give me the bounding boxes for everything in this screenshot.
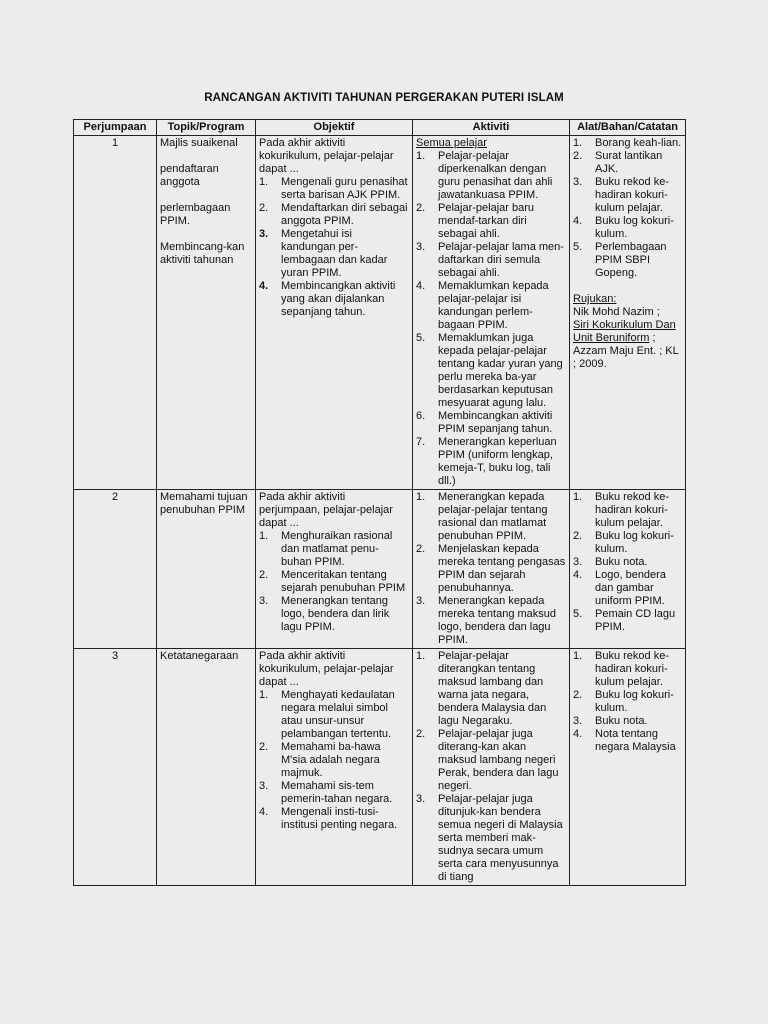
row-number: 1	[74, 136, 157, 490]
activity-list	[416, 150, 566, 488]
reference-source	[573, 319, 682, 371]
list-item: 3. Pelajar-pelajar lama men-daftarkan diri semula sebagai ahli.	[416, 241, 564, 279]
list-item: 5. Pemain CD lagu PPIM.	[573, 608, 676, 633]
materials-cell	[570, 136, 686, 490]
objective-cell	[256, 649, 413, 886]
list-item: 2. Menjelaskan kepada mereka tentang pengasas PPIM dan sejarah penubuhannya.	[416, 543, 566, 594]
objective-list	[259, 689, 409, 832]
reference-title: Siri Kokurikulum Dan Unit Beruniform	[573, 319, 676, 344]
row-number: 2	[74, 490, 157, 649]
list-item: 1. Menerangkan kepada pelajar-pelajar tentang rasional dan matlamat penubuhan PPIM.	[416, 491, 548, 542]
list-item: 2. Pelajar-pelajar juga diterang-kan akan maksud lambang negeri Perak, bendera dan lagu negeri.	[416, 728, 559, 792]
materials-cell	[570, 490, 686, 649]
objective-intro: Pada akhir aktiviti kokurikulum, pelajar-pelajar dapat ...	[259, 137, 394, 175]
list-item: 4. Buku log kokuri-kulum.	[573, 215, 674, 240]
list-item: 1. Menghuraikan rasional dan matlamat penu-buhan PPIM.	[259, 530, 393, 568]
activity-cell	[413, 490, 570, 649]
topic-cell: Memahami tujuan penubuhan PPIM	[157, 490, 256, 649]
list-item: 4. Membincangkan aktiviti yang akan dijalankan sepanjang tahun.	[259, 280, 396, 318]
activity-cell	[413, 649, 570, 886]
objective-list	[259, 530, 409, 634]
list-item: 1. Buku rekod ke-hadiran kokuri-kulum pelajar.	[573, 650, 669, 688]
list-item: 1. Pelajar-pelajar diterangkan tentang maksud lambang dan warna jata negara, bendera Malaysia dan lagu Negaraku.	[416, 650, 547, 727]
list-item: 2. Menceritakan tentang sejarah penubuhan PPIM	[259, 569, 406, 594]
document-title: RANCANGAN AKTIVITI TAHUNAN PERGERAKAN PUTERI ISLAM	[204, 92, 564, 104]
list-item: 3. Menerangkan kepada mereka tentang maksud logo, bendera dan lagu PPIM.	[416, 595, 557, 646]
objective-intro: Pada akhir aktiviti perjumpaan, pelajar-pelajar dapat ...	[259, 491, 393, 529]
objective-cell	[256, 136, 413, 490]
materials-list	[573, 650, 682, 754]
list-item: 1. Borang keah-lian.	[573, 137, 682, 149]
list-item: 7. Menerangkan keperluan PPIM (uniform lengkap, kemeja-T, buku log, tali dll.)	[416, 436, 557, 487]
list-item: 4. Logo, bendera dan gambar uniform PPIM.	[573, 569, 666, 607]
reference-author: Nik Mohd Nazim ;	[573, 306, 660, 318]
activity-list	[416, 491, 566, 647]
objective-cell	[256, 490, 413, 649]
header-objektif: Objektif	[256, 120, 413, 136]
header-alat-bahan: Alat/Bahan/Catatan	[570, 120, 686, 136]
list-item: 3. Buku nota.	[573, 715, 648, 727]
topic-item: pendaftaran anggota	[160, 163, 219, 188]
list-item: 2. Buku log kokuri-kulum.	[573, 530, 674, 555]
list-item: 6. Membincangkan aktiviti PPIM sepanjang tahun.	[416, 410, 553, 435]
table-row	[74, 490, 686, 649]
topic-item: perlembagaan PPIM.	[160, 202, 231, 227]
reference-label: Rujukan:	[573, 293, 617, 305]
objective-list	[259, 176, 409, 319]
topic-item: Membincang-kan aktiviti tahunan	[160, 241, 245, 266]
topic-cell	[157, 136, 256, 490]
table-row	[74, 649, 686, 886]
list-item: 2. Pelajar-pelajar baru mendaf-tarkan diri sebagai ahli.	[416, 202, 534, 240]
materials-list	[573, 491, 682, 634]
list-item: 4. Mengenali insti-tusi-institusi penting negara.	[259, 806, 398, 831]
activity-cell	[413, 136, 570, 490]
list-item: 3. Buku rekod ke-hadiran kokuri-kulum pelajar.	[573, 176, 669, 214]
list-item: 2. Memahami ba-hawa M'sia adalah negara majmuk.	[259, 741, 381, 779]
header-topik: Topik/Program	[157, 120, 256, 136]
objective-intro: Pada akhir aktiviti kokurikulum, pelajar-pelajar dapat ...	[259, 650, 394, 688]
list-item: 3. Memahami sis-tem pemerin-tahan negara.	[259, 780, 393, 805]
activity-plan-table	[73, 119, 686, 886]
list-item: 5. Memaklumkan juga kepada pelajar-pelajar tentang kadar yuran yang perlu mereka ba-yar berdasarkan keputusan mesyuarat agung lalu.	[416, 332, 563, 409]
list-item: 1. Pelajar-pelajar diperkenalkan dengan guru penasihat dan ahli jawatankuasa PPIM.	[416, 150, 553, 201]
activity-intro: Semua pelajar	[416, 137, 487, 149]
list-item: 1. Mengenali guru penasihat serta barisan AJK PPIM.	[259, 176, 408, 201]
list-item: 3. Menerangkan tentang logo, bendera dan lirik lagu PPIM.	[259, 595, 390, 633]
list-item: 5. Perlembagaan PPIM SBPI Gopeng.	[573, 241, 667, 279]
table-header-row	[74, 120, 686, 136]
activity-list	[416, 650, 566, 884]
list-item: 3. Pelajar-pelajar juga ditunjuk-kan bendera semua negeri di Malaysia serta memberi mak-sudnya secara umum serta cara menyusunnya di tiang	[416, 793, 563, 883]
list-item: 2. Buku log kokuri-kulum.	[573, 689, 674, 714]
materials-list	[573, 137, 682, 280]
list-item: 4. Memaklumkan kepada pelajar-pelajar isi kandungan perlem-bagaan PPIM.	[416, 280, 549, 331]
list-item: 1. Buku rekod ke-hadiran kokuri-kulum pelajar.	[573, 491, 669, 529]
materials-cell	[570, 649, 686, 886]
header-perjumpaan: Perjumpaan	[74, 120, 157, 136]
table-row	[74, 136, 686, 490]
list-item: 2. Mendaftarkan diri sebagai anggota PPIM.	[259, 202, 408, 227]
list-item: 2. Surat lantikan AJK.	[573, 150, 663, 175]
list-item: 1. Menghayati kedaulatan negara melalui simbol atau unsur-unsur pelambangan tertentu.	[259, 689, 395, 740]
list-item: 3. Buku nota.	[573, 556, 648, 568]
list-item: 3. Mengetahui isi kandungan per-lembagaan dan kadar yuran PPIM.	[259, 228, 388, 279]
reference-publisher: ; Azzam Maju Ent. ; KL ; 2009.	[573, 332, 679, 370]
row-number: 3	[74, 649, 157, 886]
list-item: 4. Nota tentang negara Malaysia	[573, 728, 676, 753]
topic-item: Majlis suaikenal	[160, 137, 238, 149]
header-aktiviti: Aktiviti	[413, 120, 570, 136]
topic-cell: Ketatanegaraan	[157, 649, 256, 886]
